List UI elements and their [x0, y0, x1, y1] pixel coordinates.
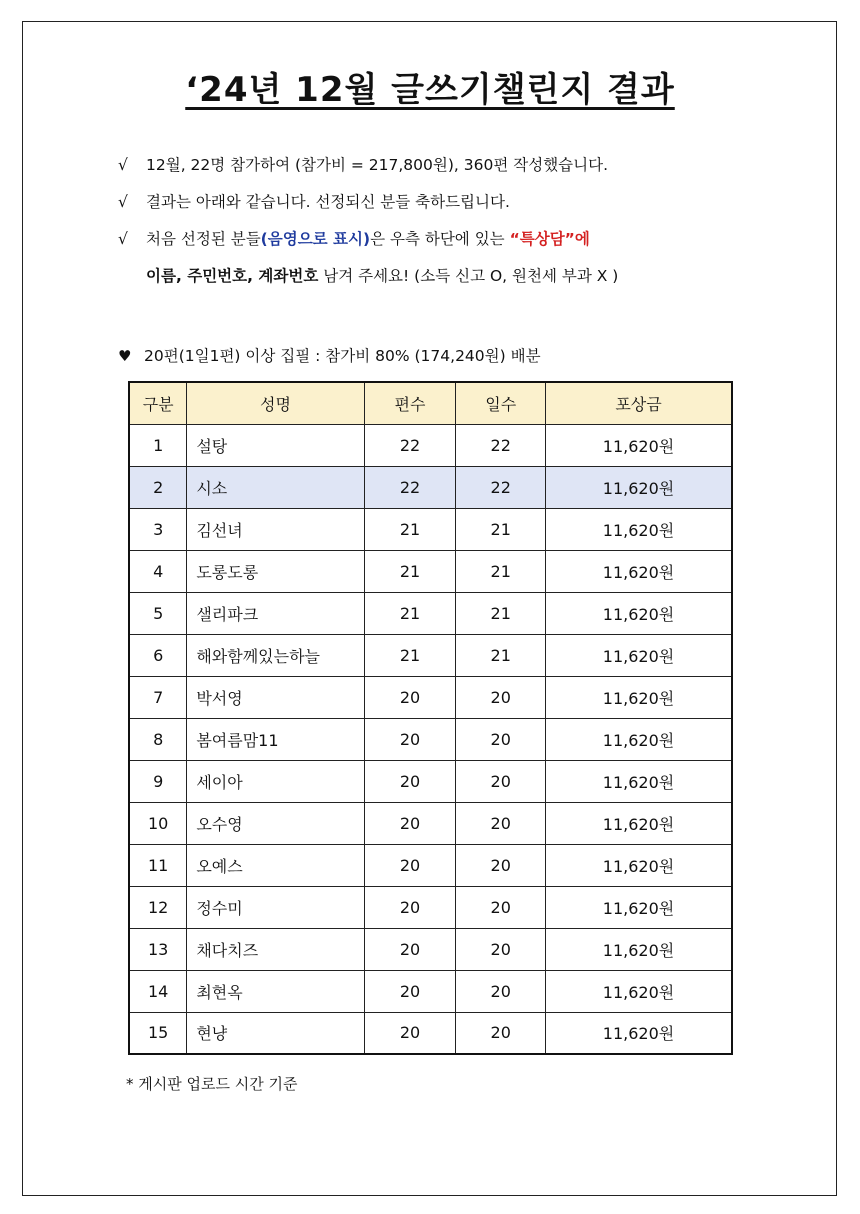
table-header-row — [129, 382, 732, 424]
cell-name: 최현옥 — [187, 970, 364, 1012]
cell-no: 7 — [129, 676, 187, 718]
notice-list — [118, 150, 798, 298]
cell-name: 현냥 — [187, 1012, 364, 1054]
cell-prize: 11,620원 — [546, 466, 732, 508]
header-days: 일수 — [456, 382, 546, 424]
notice-line-1 — [118, 150, 798, 187]
cell-no: 1 — [129, 424, 187, 466]
header-name: 성명 — [187, 382, 364, 424]
cell-name: 해와함께있는하늘 — [187, 634, 364, 676]
cell-prize: 11,620원 — [546, 508, 732, 550]
cell-no: 12 — [129, 886, 187, 928]
cell-prize: 11,620원 — [546, 760, 732, 802]
cell-no: 2 — [129, 466, 187, 508]
cell-name: 오예스 — [187, 844, 364, 886]
heart-icon: ♥ — [118, 347, 132, 365]
cell-days: 20 — [456, 844, 546, 886]
notice-line-2 — [118, 187, 798, 224]
cell-days: 20 — [456, 760, 546, 802]
cell-name: 봄여름맘11 — [187, 718, 364, 760]
cell-count: 20 — [364, 928, 456, 970]
cell-no: 13 — [129, 928, 187, 970]
cell-days: 22 — [456, 424, 546, 466]
cell-prize: 11,620원 — [546, 676, 732, 718]
cell-no: 15 — [129, 1012, 187, 1054]
table-row — [129, 718, 732, 760]
cell-count: 20 — [364, 970, 456, 1012]
cell-days: 20 — [456, 886, 546, 928]
cell-no: 5 — [129, 592, 187, 634]
table-row — [129, 802, 732, 844]
special-counsel-label: “특상담”에 — [509, 230, 590, 248]
cell-days: 20 — [456, 970, 546, 1012]
cell-prize: 11,620원 — [546, 886, 732, 928]
table-row — [129, 592, 732, 634]
cell-days: 22 — [456, 466, 546, 508]
cell-count: 20 — [364, 1012, 456, 1054]
check-mark-icon: √ — [118, 230, 128, 248]
cell-days: 20 — [456, 802, 546, 844]
cell-count: 21 — [364, 550, 456, 592]
cell-no: 3 — [129, 508, 187, 550]
cell-name: 박서영 — [187, 676, 364, 718]
cell-prize: 11,620원 — [546, 970, 732, 1012]
cell-count: 21 — [364, 634, 456, 676]
table-row — [129, 928, 732, 970]
page-title — [0, 68, 860, 112]
table-row — [129, 634, 732, 676]
cell-count: 20 — [364, 886, 456, 928]
table-row — [129, 676, 732, 718]
cell-name: 채다치즈 — [187, 928, 364, 970]
cell-no: 14 — [129, 970, 187, 1012]
table-row — [129, 550, 732, 592]
cell-days: 20 — [456, 718, 546, 760]
results-table — [128, 381, 733, 1055]
cell-prize: 11,620원 — [546, 928, 732, 970]
cell-days: 21 — [456, 592, 546, 634]
cell-prize: 11,620원 — [546, 844, 732, 886]
notice-text-3a: 처음 선정된 분들 — [146, 230, 261, 248]
cell-prize: 11,620원 — [546, 634, 732, 676]
table-row — [129, 970, 732, 1012]
table-row — [129, 886, 732, 928]
table-row — [129, 508, 732, 550]
section-heading-text: 20편(1일1편) 이상 집필 : 참가비 80% (174,240원) 배분 — [144, 347, 541, 365]
cell-no: 4 — [129, 550, 187, 592]
cell-days: 21 — [456, 508, 546, 550]
cell-days: 20 — [456, 928, 546, 970]
cell-days: 21 — [456, 550, 546, 592]
cell-no: 10 — [129, 802, 187, 844]
cell-count: 22 — [364, 424, 456, 466]
notice-text-3b: 은 우측 하단에 있는 — [370, 230, 510, 248]
cell-no: 8 — [129, 718, 187, 760]
section-heading — [118, 342, 541, 370]
table-row — [129, 844, 732, 886]
cell-no: 6 — [129, 634, 187, 676]
check-mark-icon: √ — [118, 193, 128, 211]
shading-note: (음영으로 표시) — [260, 230, 371, 248]
notice-text-1: 12월, 22명 참가하여 (참가비 = 217,800원), 360편 작성했습니다. — [146, 156, 609, 174]
cell-name: 오수영 — [187, 802, 364, 844]
cell-name: 도롱도롱 — [187, 550, 364, 592]
cell-no: 11 — [129, 844, 187, 886]
cell-prize: 11,620원 — [546, 592, 732, 634]
page-title-text: ‘24년 12월 글쓰기챌린지 결과 — [185, 70, 675, 110]
cell-days: 20 — [456, 1012, 546, 1054]
cell-count: 22 — [364, 466, 456, 508]
cell-count: 20 — [364, 802, 456, 844]
header-prize: 포상금 — [546, 382, 732, 424]
cell-prize: 11,620원 — [546, 1012, 732, 1054]
notice-line-4 — [118, 261, 798, 298]
required-info: 이름, 주민번호, 계좌번호 — [146, 267, 319, 285]
cell-count: 20 — [364, 760, 456, 802]
check-mark-icon: √ — [118, 156, 128, 174]
footnote: * 게시판 업로드 시간 기준 — [126, 1075, 298, 1093]
header-no: 구분 — [129, 382, 187, 424]
cell-prize: 11,620원 — [546, 802, 732, 844]
cell-no: 9 — [129, 760, 187, 802]
cell-count: 21 — [364, 508, 456, 550]
cell-count: 20 — [364, 844, 456, 886]
table-row — [129, 760, 732, 802]
cell-prize: 11,620원 — [546, 718, 732, 760]
notice-text-2: 결과는 아래와 같습니다. 선정되신 분들 축하드립니다. — [146, 193, 510, 211]
cell-days: 20 — [456, 676, 546, 718]
cell-name: 김선녀 — [187, 508, 364, 550]
cell-name: 샐리파크 — [187, 592, 364, 634]
notice-line-3 — [118, 224, 798, 261]
table-row — [129, 466, 732, 508]
table-row — [129, 1012, 732, 1054]
cell-count: 21 — [364, 592, 456, 634]
header-count: 편수 — [364, 382, 456, 424]
table-body — [129, 424, 732, 1054]
cell-name: 설탕 — [187, 424, 364, 466]
table-row — [129, 424, 732, 466]
notice-text-4: 남겨 주세요! (소득 신고 O, 원천세 부과 X ) — [318, 267, 619, 285]
cell-count: 20 — [364, 718, 456, 760]
cell-days: 21 — [456, 634, 546, 676]
cell-count: 20 — [364, 676, 456, 718]
cell-prize: 11,620원 — [546, 424, 732, 466]
cell-name: 정수미 — [187, 886, 364, 928]
cell-name: 시소 — [187, 466, 364, 508]
cell-name: 세이아 — [187, 760, 364, 802]
cell-prize: 11,620원 — [546, 550, 732, 592]
